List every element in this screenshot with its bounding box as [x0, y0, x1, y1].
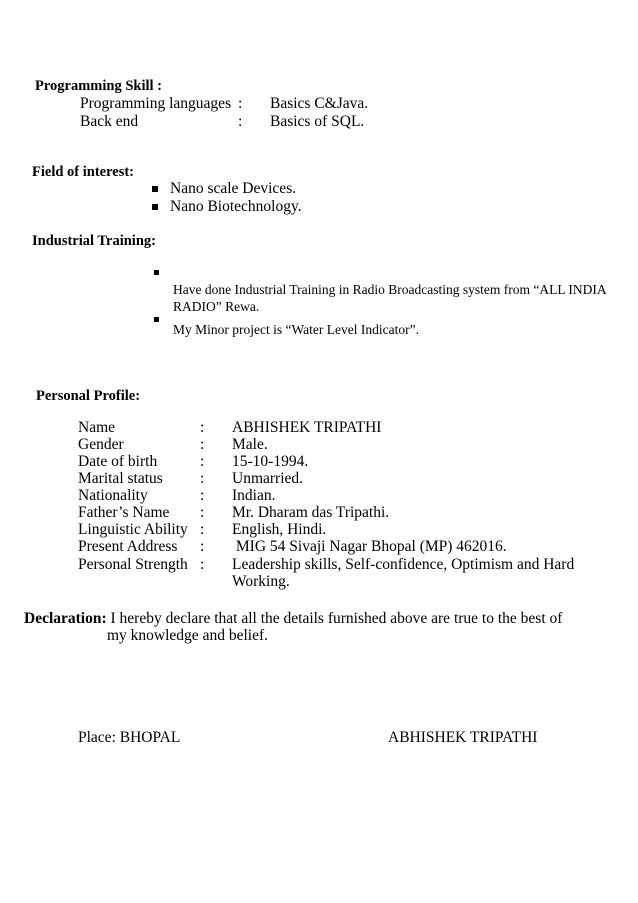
- profile-colon: :: [200, 453, 205, 470]
- bullet-icon: [154, 270, 159, 275]
- profile-label: Present Address: [78, 538, 178, 555]
- profile-label: Marital status: [78, 470, 163, 487]
- training-item-line: RADIO” Rewa.: [173, 299, 260, 314]
- profile-colon: :: [200, 556, 205, 573]
- profile-label: Date of birth: [78, 453, 158, 470]
- profile-value: Indian.: [232, 487, 276, 504]
- declaration-line: [24, 610, 562, 628]
- programming-skill-heading: Programming Skill :: [35, 78, 163, 94]
- skill-colon-languages: :: [238, 95, 243, 112]
- declaration-text-line2: my knowledge and belief.: [107, 627, 268, 644]
- profile-colon: :: [200, 436, 205, 453]
- profile-value: Mr. Dharam das Tripathi.: [232, 504, 390, 521]
- signature-name: ABHISHEK TRIPATHI: [388, 729, 538, 746]
- profile-label: Name: [78, 419, 116, 436]
- profile-colon: :: [200, 419, 205, 436]
- interest-item: Nano scale Devices.: [170, 180, 297, 197]
- profile-value: Leadership skills, Self-confidence, Optimism and Hard: [232, 556, 575, 573]
- profile-label: Personal Strength: [78, 556, 188, 573]
- profile-label: Father’s Name: [78, 504, 170, 521]
- profile-value: English, Hindi.: [232, 521, 327, 538]
- profile-value: MIG 54 Sivaji Nagar Bhopal (MP) 462016.: [232, 538, 507, 555]
- profile-label: Nationality: [78, 487, 148, 504]
- profile-label: Gender: [78, 436, 124, 453]
- profile-colon: :: [200, 470, 205, 487]
- profile-colon: :: [200, 521, 205, 538]
- bullet-icon: [152, 204, 158, 210]
- profile-value: ABHISHEK TRIPATHI: [232, 419, 382, 436]
- profile-value: Unmarried.: [232, 470, 304, 487]
- skill-colon-backend: :: [238, 113, 243, 130]
- interest-item: Nano Biotechnology.: [170, 198, 302, 215]
- profile-colon: :: [200, 487, 205, 504]
- profile-strength-continuation: Working.: [232, 573, 290, 590]
- profile-value: 15-10-1994.: [232, 453, 309, 470]
- skill-value-languages: Basics C&Java.: [270, 95, 369, 112]
- skill-label-languages: Programming languages: [80, 95, 232, 112]
- bullet-icon: [154, 317, 159, 322]
- profile-value: Male.: [232, 436, 268, 453]
- skill-value-backend: Basics of SQL.: [270, 113, 365, 130]
- profile-colon: :: [200, 538, 205, 555]
- skill-label-backend: Back end: [80, 113, 139, 130]
- declaration-label: Declaration:: [24, 610, 107, 627]
- minor-project-item: My Minor project is “Water Level Indicator”.: [173, 322, 419, 337]
- personal-profile-heading: Personal Profile:: [36, 388, 141, 404]
- industrial-training-heading: Industrial Training:: [32, 233, 156, 249]
- training-item-line: Have done Industrial Training in Radio Broadcasting system from “ALL INDIA: [173, 282, 607, 297]
- field-of-interest-heading: Field of interest:: [32, 164, 135, 180]
- profile-colon: :: [200, 504, 205, 521]
- bullet-icon: [152, 186, 158, 192]
- declaration-text: I hereby declare that all the details furnished above are true to the best of: [106, 610, 563, 627]
- profile-label: Linguistic Ability: [78, 521, 188, 538]
- place: Place: BHOPAL: [78, 729, 181, 746]
